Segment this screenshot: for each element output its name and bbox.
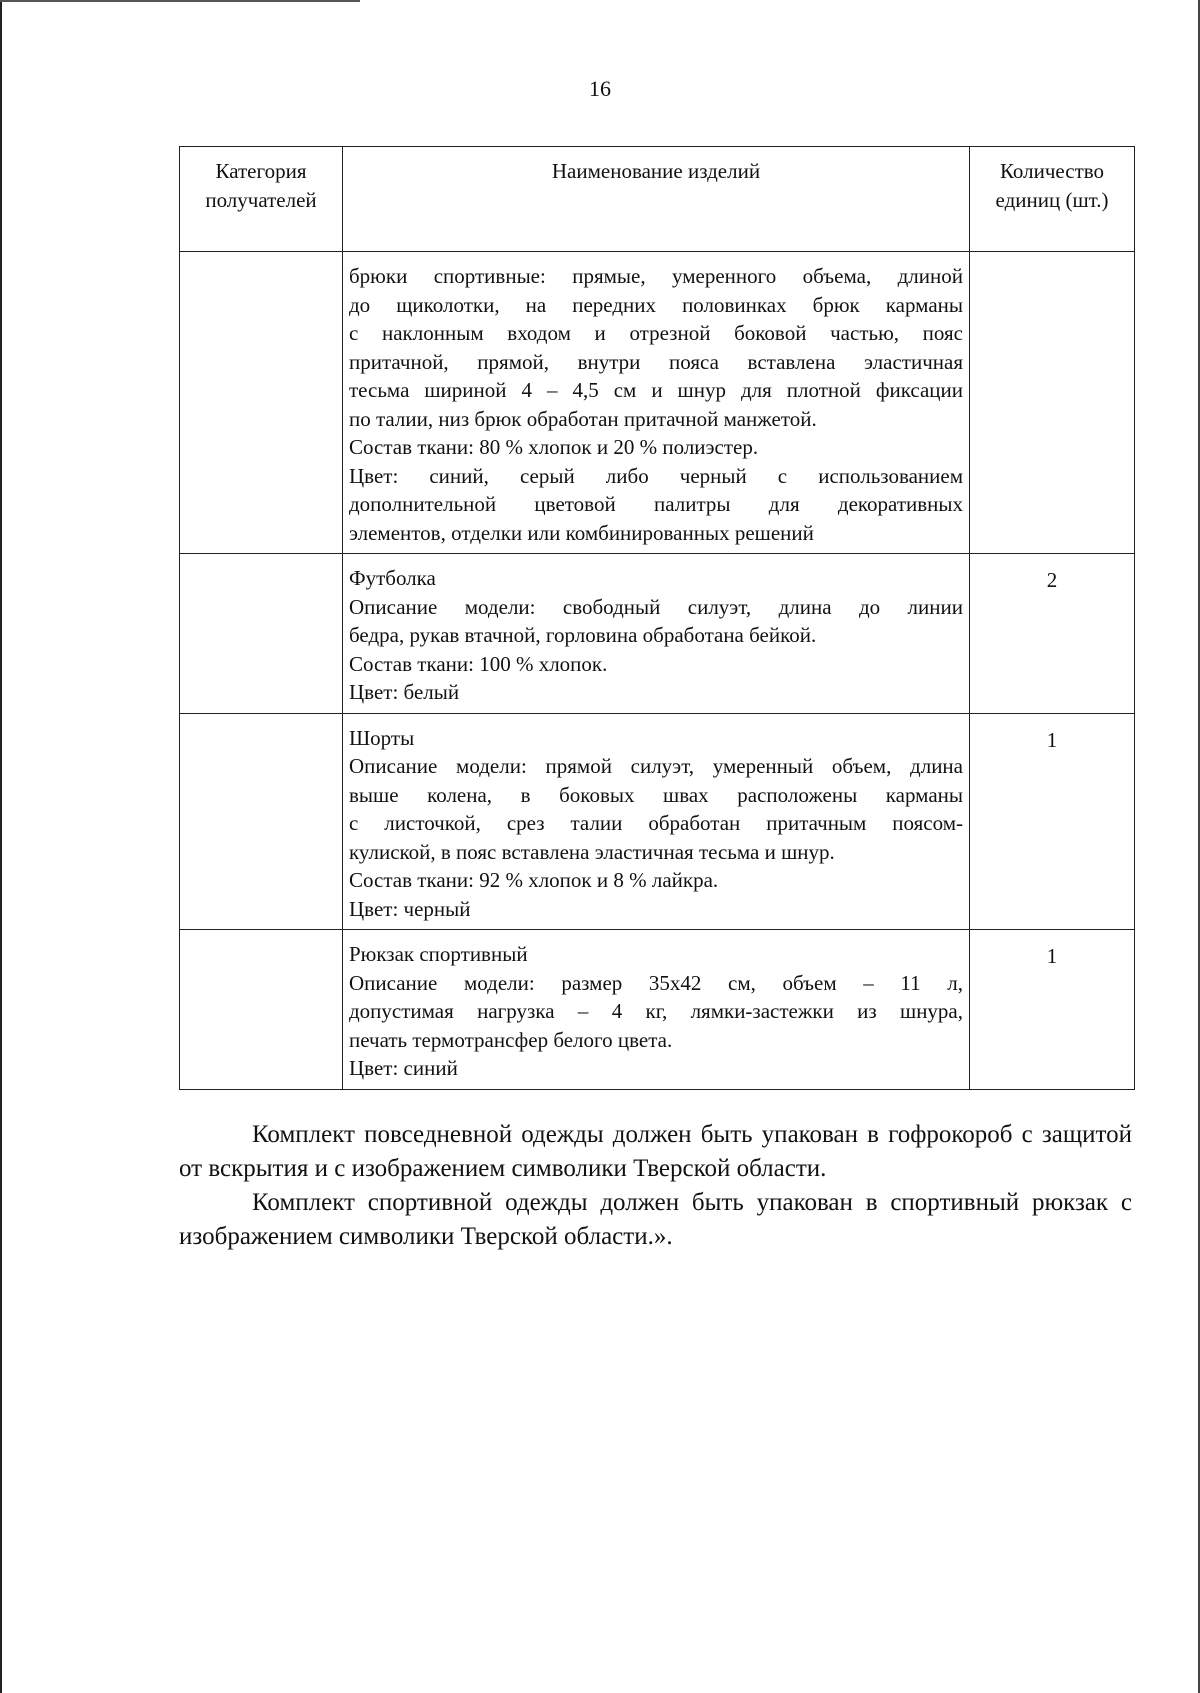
description-line: по талии, низ брюк обработан притачной манжетой. (349, 406, 817, 431)
paragraph-sport-packaging: Комплект спортивной одежды должен быть упакован в спортивный рюкзак с изображением символики Тверской области.». (179, 1189, 1132, 1250)
description-line: с наклонным входом и отрезной боковой частью, пояс (349, 321, 963, 345)
description-line: брюки спортивные: прямые, умеренного объема, длиной (349, 264, 963, 288)
scan-edge-top (0, 0, 360, 2)
table-row (180, 252, 1135, 554)
table-row (180, 713, 1135, 930)
item-description-cell (343, 554, 970, 714)
description-line: Цвет: синий (349, 1056, 458, 1080)
description-line: Рюкзак спортивный (349, 942, 528, 966)
description-line: печать термотрансфер белого цвета. (349, 1027, 673, 1052)
header-category: Категория получателей (180, 147, 343, 252)
page-number: 16 (589, 76, 611, 101)
description-line: Цвет: черный (349, 896, 471, 921)
table-header-row (180, 147, 1135, 252)
quantity-cell (970, 252, 1135, 554)
quantity-cell: 1 (970, 930, 1135, 1090)
category-cell (180, 930, 343, 1090)
description-line: притачной, прямой, внутри пояса вставлена эластичная (349, 349, 963, 374)
description-line: Описание модели: размер 35х42 см, объем – 11 л, (349, 970, 963, 995)
item-description-cell (343, 252, 970, 554)
description-line: Состав ткани: 92 % хлопок и 8 % лайкра. (349, 868, 719, 892)
description-line: Состав ткани: 100 % хлопок. (349, 651, 608, 676)
description-line: бедра, рукав втачной, горловина обработана бейкой. (349, 623, 817, 647)
description-line: Цвет: белый (349, 680, 460, 704)
description-line: Цвет: синий, серый либо черный с использованием (349, 463, 963, 488)
description-line: элементов, отделки или комбинированных решений (349, 520, 814, 545)
category-cell (180, 252, 343, 554)
description-line: Состав ткани: 80 % хлопок и 20 % полиэстер. (349, 435, 759, 459)
closing-text (179, 1118, 1132, 1254)
category-cell (180, 554, 343, 714)
description-line: дополнительной цветовой палитры для декоративных (349, 492, 963, 516)
quantity-cell: 2 (970, 554, 1135, 714)
description-line: допустимая нагрузка – 4 кг, лямки-застежки из шнура, (349, 999, 963, 1023)
table-row (180, 554, 1135, 714)
table-body (180, 252, 1135, 1090)
description-line: до щиколотки, на передних половинках брюк карманы (349, 292, 963, 317)
header-name: Наименование изделий (343, 147, 970, 252)
quantity-cell: 1 (970, 713, 1135, 930)
description-line: выше колена, в боковых швах расположены карманы (349, 782, 963, 807)
header-quantity: Количество единиц (шт.) (970, 147, 1135, 252)
scan-edge-left (0, 0, 2, 1693)
paragraph-casual-packaging: Комплект повседневной одежды должен быть упакован в гофрокороб с защитой от вскрытия и с изображением символики Тверской области. (179, 1121, 1132, 1182)
description-line: Футболка (349, 566, 436, 590)
table-row (180, 930, 1135, 1090)
description-line: Описание модели: прямой силуэт, умеренный объем, длина (349, 754, 963, 778)
category-cell (180, 713, 343, 930)
items-table (179, 146, 1135, 1090)
description-line: тесьма шириной 4 – 4,5 см и шнур для плотной фиксации (349, 378, 963, 402)
description-line: Описание модели: свободный силуэт, длина до линии (349, 594, 963, 619)
description-line: кулиской, в пояс вставлена эластичная тесьма и шнур. (349, 839, 835, 864)
item-description-cell (343, 713, 970, 930)
description-line: Шорты (349, 725, 415, 750)
item-description-cell (343, 930, 970, 1090)
description-line: с листочкой, срез талии обработан притачным поясом- (349, 811, 963, 835)
